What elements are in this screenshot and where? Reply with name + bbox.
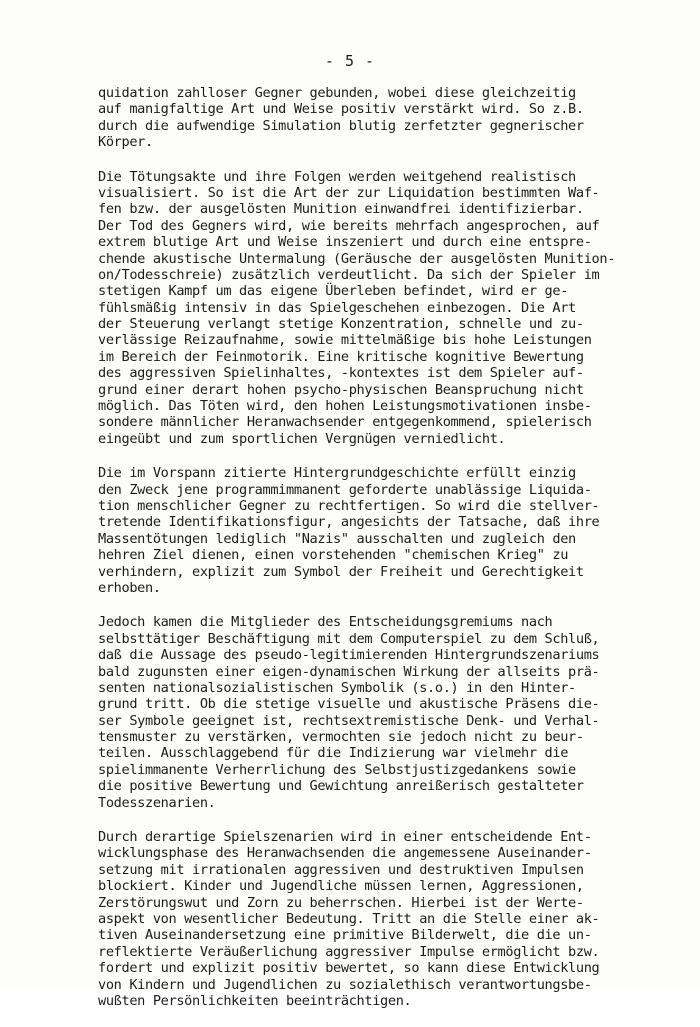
text-line: Durch derartige Spielszenarien wird in einer entscheidende Ent- [98, 829, 592, 846]
text-line: die positive Bewertung und Gewichtung anreißerisch gestalteter [98, 778, 584, 795]
text-line: den Zweck jene programmimmanent geforderte unablässige Liquida- [98, 481, 592, 498]
text-line: Massentötungen lediglich "Nazis" ausschalten und zugleich den [98, 530, 576, 547]
text-line: stetigen Kampf um das eigene Überleben befindet, wird er ge- [98, 283, 569, 300]
text-line: selbsttätiger Beschäftigung mit dem Computerspiel zu dem Schluß, [98, 630, 600, 647]
text-line: Körper. [98, 134, 153, 151]
paragraph-5 [98, 829, 638, 1009]
text-line: setzung mit irrationalen aggressiven und destruktiven Impulsen [98, 861, 584, 878]
text-line: des aggressiven Spielinhaltes, -kontextes ist dem Spieler auf- [98, 365, 584, 382]
text-line: tretende Identifikationsfigur, angesichts der Tatsache, daß ihre [98, 514, 600, 531]
paragraph-4 [98, 614, 638, 811]
text-line: grund einer derart hohen psycho-physischen Beanspruchung nicht [98, 381, 584, 398]
text-line: der Steuerung verlangt stetige Konzentration, schnelle und zu- [98, 316, 584, 333]
text-line: durch die aufwendige Simulation blutig zerfetzter gegnerischer [98, 117, 584, 134]
text-line: ser Symbole geeignet ist, rechtsextremistische Denk- und Verhal- [98, 712, 600, 729]
text-line: Zerstörungswut und Zorn zu beherrschen. Hierbei ist der Werte- [98, 894, 584, 911]
text-line: eingeübt und zum sportlichen Vergnügen verniedlicht. [98, 430, 506, 447]
text-line: tensmuster zu verstärken, vermochten sie jedoch nicht zu beur- [98, 729, 584, 746]
text-line: tion menschlicher Gegner zu rechtfertigen. So wird die stellver- [98, 497, 600, 514]
text-line: Die Tötungsakte und ihre Folgen werden weitgehend realistisch [98, 168, 576, 185]
text-line: verlässige Reizaufnahme, sowie mittelmäßige bis hohe Leistungen [98, 332, 592, 349]
text-line: extrem blutige Art und Weise inszeniert und durch eine entspre- [98, 234, 592, 251]
text-line: möglich. Das Töten wird, den hohen Leistungsmotivationen insbe- [98, 398, 592, 415]
text-line: blockiert. Kinder und Jugendliche müssen lernen, Aggressionen, [98, 878, 584, 895]
page-number: - 5 - [324, 52, 376, 70]
text-line: spielimmanente Verherrlichung des Selbstjustizgedankens sowie [98, 761, 576, 778]
text-line: reflektierte Veräußerlichung aggressiver Impulse ermöglicht bzw. [98, 943, 600, 960]
text-line: von Kindern und Jugendlichen zu sozialethisch verantwortungsbe- [98, 976, 592, 993]
text-line: visualisiert. So ist die Art der zur Liquidation bestimmten Waf- [98, 184, 600, 201]
text-line: fordert und explizit positiv bewertet, so kann diese Entwicklung [98, 960, 600, 977]
text-line: wicklungsphase des Heranwachsenden die angemessene Auseinander- [98, 845, 592, 862]
paragraph-2 [98, 169, 638, 448]
text-line: tiven Auseinandersetzung eine primitive Bilderwelt, die die un- [98, 927, 592, 944]
paragraph-3 [98, 465, 638, 596]
text-line: teilen. Ausschlaggebend für die Indizierung war vielmehr die [98, 745, 569, 762]
text-line: Jedoch kamen die Mitglieder des Entscheidungsgremiums nach [98, 614, 553, 631]
body-text [98, 85, 638, 1027]
text-line: sondere männlicher Heranwachsender entgegenkommend, spielerisch [98, 414, 592, 431]
text-line: hehren Ziel dienen, einen vorstehenden "chemischen Krieg" zu [98, 547, 569, 564]
text-line: fen bzw. der ausgelösten Munition einwandfrei identifizierbar. [98, 201, 584, 218]
text-line: grund tritt. Ob die stetige visuelle und akustische Präsens die- [98, 696, 600, 713]
text-line: Der Tod des Gegners wird, wie bereits mehrfach angesprochen, auf [98, 217, 600, 234]
text-line: fühlsmäßig intensiv in das Spielgeschehen einbezogen. Die Art [98, 299, 576, 316]
text-line: quidation zahlloser Gegner gebunden, wobei diese gleichzeitig [98, 85, 576, 101]
text-line: im Bereich der Feinmotorik. Eine kritische kognitive Bewertung [98, 348, 584, 365]
text-line: verhindern, explizit zum Symbol der Freiheit und Gerechtigkeit [98, 563, 584, 580]
text-line: auf manigfaltige Art und Weise positiv verstärkt wird. So z.B. [98, 101, 584, 118]
text-line: senten nationalsozialistischen Symbolik (s.o.) in den Hinter- [98, 679, 576, 696]
text-line: chende akustische Untermalung (Geräusche der ausgelösten Munition- [98, 250, 616, 267]
paragraph-1 [98, 85, 638, 151]
text-line: Todesszenarien. [98, 794, 216, 811]
text-line: wußten Persönlichkeiten beeinträchtigen. [98, 992, 412, 1009]
text-line: on/Todesschreie) zusätzlich verdeutlicht. Da sich der Spieler im [98, 266, 600, 283]
text-line: bald zugunsten einer eigen-dynamischen Wirkung der allseits prä- [98, 663, 600, 680]
text-line: aspekt von wesentlicher Bedeutung. Tritt an die Stelle einer ak- [98, 910, 600, 927]
text-line: daß die Aussage des pseudo-legitimierenden Hintergrundszenariums [98, 647, 600, 664]
text-line: Die im Vorspann zitierte Hintergrundgeschichte erfüllt einzig [98, 465, 576, 482]
text-line: erhoben. [98, 579, 161, 596]
